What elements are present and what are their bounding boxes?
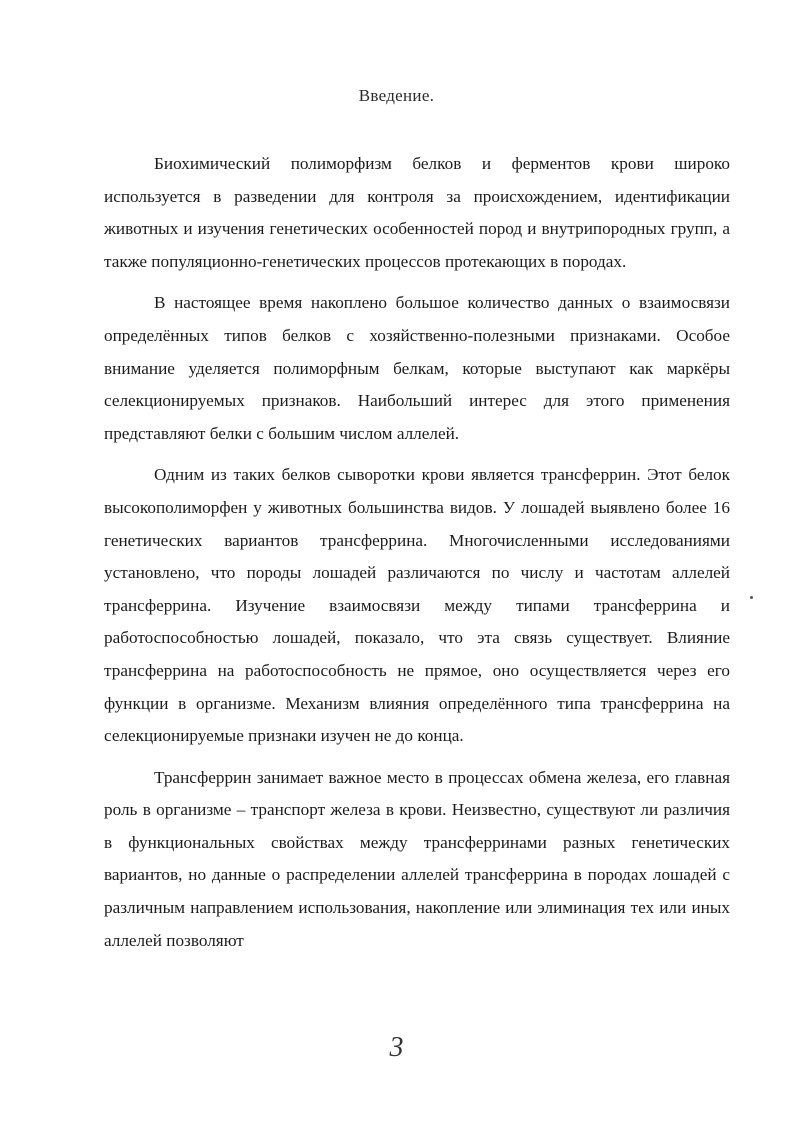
paragraph-3: Одним из таких белков сыворотки крови является трансферрин. Этот белок высокополиморфен у животных большинства видов. У лошадей выявлено более 16 генетических вариантов трансферрина. Многочисленными исследованиями установлено, что породы лошадей различаются по числу и частотам аллелей трансферрина. Изучение взаимосвязи между типами трансферрина и работоспособностью лошадей, показало, что эта связь существует. Влияние трансферрина на работоспособность не прямое, оно осуществляется через его функции в организме. Механизм влияния определённого типа трансферрина на селекционируемые признаки изучен не до конца.: [104, 465, 730, 746]
page-title: Введение.: [358, 86, 435, 105]
body-text: [104, 148, 730, 957]
page-number: 3: [389, 1032, 404, 1063]
paragraph-2: В настоящее время накоплено большое количество данных о взаимосвязи определённых типов белков с хозяйственно-полезными признаками. Особое внимание уделяется полиморфным белкам, которые выступают как маркёры селекционируемых признаков. Наибольший интерес для этого применения представляют белки с большим числом аллелей.: [104, 293, 730, 443]
scan-speck: [750, 596, 753, 599]
paragraph-1: Биохимический полиморфизм белков и ферментов крови широко используется в разведении для контроля за происхождением, идентификации животных и изучения генетических особенностей пород и внутрипородных групп, а также популяционно-генетических процессов протекающих в породах.: [104, 154, 730, 271]
paragraph-4: Трансферрин занимает важное место в процессах обмена железа, его главная роль в организме – транспорт железа в крови. Неизвестно, существуют ли различия в функциональных свойствах между трансферринами разных генетических вариантов, но данные о распределении аллелей трансферрина в породах лошадей с различным направлением использования, накопление или элиминация тех или иных аллелей позволяют: [104, 767, 730, 950]
